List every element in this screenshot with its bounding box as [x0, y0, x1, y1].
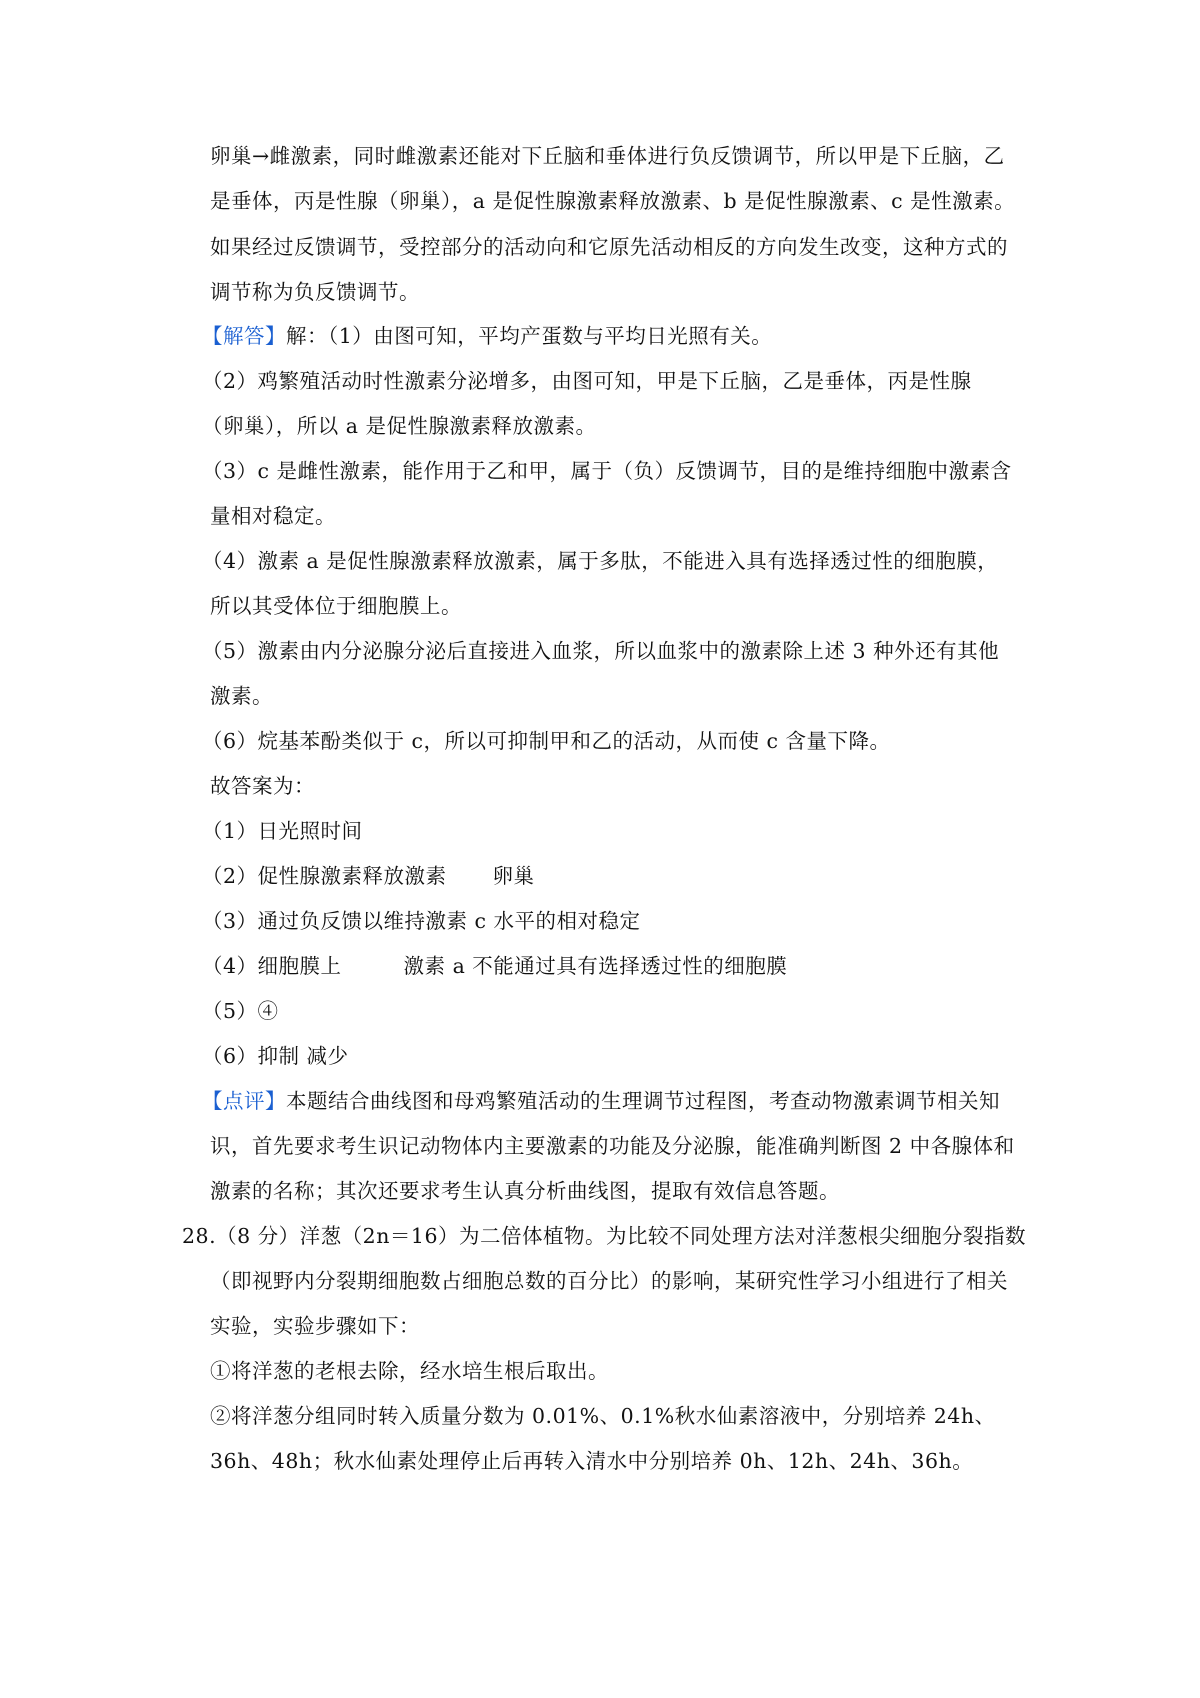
comment-tag: 【点评】: [202, 1089, 286, 1113]
answer-item-1: （1）日光照时间: [202, 819, 363, 843]
text-line: 是垂体，丙是性腺（卵巢），a 是促性腺激素释放激素、b 是促性腺激素、c 是性激素。: [210, 189, 1016, 213]
answer-text: 解：（1）由图可知，平均产蛋数与平均日光照有关。: [286, 324, 773, 348]
answer-line: [202, 321, 772, 351]
text-line: 实验，实验步骤如下：: [210, 1314, 420, 1338]
step-2-cont: 36h、48h；秋水仙素处理停止后再转入清水中分别培养 0h、12h、24h、36h。: [210, 1449, 974, 1473]
question-28-stem: 28.（8 分）洋葱（2n＝16）为二倍体植物。为比较不同处理方法对洋葱根尖细胞分裂指数: [182, 1224, 1026, 1248]
step-2: ②将洋葱分组同时转入质量分数为 0.01%、0.1%秋水仙素溶液中，分别培养 24h、: [210, 1404, 996, 1428]
answer-item-5: （5）④: [202, 999, 279, 1023]
answer-item-2a: （2）促性腺激素释放激素: [202, 864, 447, 888]
text-line: 识，首先要求考生识记动物体内主要激素的功能及分泌腺，能准确判断图 2 中各腺体和: [210, 1134, 1015, 1158]
text-line: （卵巢），所以 a 是促性腺激素释放激素。: [202, 414, 597, 438]
text-line: 激素的名称；其次还要求考生认真分析曲线图，提取有效信息答题。: [210, 1179, 840, 1203]
text-line: （4）激素 a 是促性腺激素释放激素，属于多肽，不能进入具有选择透过性的细胞膜，: [202, 549, 999, 573]
text-line: （3）c 是雌性激素，能作用于乙和甲，属于（负）反馈调节，目的是维持细胞中激素含: [202, 459, 1012, 483]
text-line: 量相对稳定。: [210, 504, 336, 528]
answer-item-2b: 卵巢: [492, 864, 535, 888]
text-line: 调节称为负反馈调节。: [210, 280, 420, 304]
text-line: （6）烷基苯酚类似于 c，所以可抑制甲和乙的活动，从而使 c 含量下降。: [202, 729, 891, 753]
step-1: ①将洋葱的老根去除，经水培生根后取出。: [210, 1359, 609, 1383]
answer-item-6: （6）抑制 减少: [202, 1044, 349, 1068]
text-line: 激素。: [210, 684, 273, 708]
answer-item-4a: （4）细胞膜上: [202, 954, 342, 978]
text-line: 卵巢→雌激素，同时雌激素还能对下丘脑和垂体进行负反馈调节，所以甲是下丘脑，乙: [210, 144, 1005, 168]
text-line: （2）鸡繁殖活动时性激素分泌增多，由图可知，甲是下丘脑，乙是垂体，丙是性腺: [202, 369, 972, 393]
answer-item-4: [202, 951, 787, 981]
comment-line: [202, 1086, 1000, 1116]
comment-text: 本题结合曲线图和母鸡繁殖活动的生理调节过程图，考查动物激素调节相关知: [286, 1089, 1000, 1113]
text-line: （5）激素由内分泌腺分泌后直接进入血浆，所以血浆中的激素除上述 3 种外还有其他: [202, 639, 1000, 663]
text-line: 如果经过反馈调节，受控部分的活动向和它原先活动相反的方向发生改变，这种方式的: [210, 235, 1008, 259]
answer-item-2: [202, 861, 535, 891]
text-line: 故答案为：: [210, 774, 315, 798]
answer-item-3: （3）通过负反馈以维持激素 c 水平的相对稳定: [202, 909, 641, 933]
text-line: （即视野内分裂期细胞数占细胞总数的百分比）的影响，某研究性学习小组进行了相关: [210, 1269, 1008, 1293]
answer-tag: 【解答】: [202, 324, 286, 348]
text-line: 所以其受体位于细胞膜上。: [210, 594, 462, 618]
answer-item-4b: 激素 a 不能通过具有选择透过性的细胞膜: [403, 954, 788, 978]
